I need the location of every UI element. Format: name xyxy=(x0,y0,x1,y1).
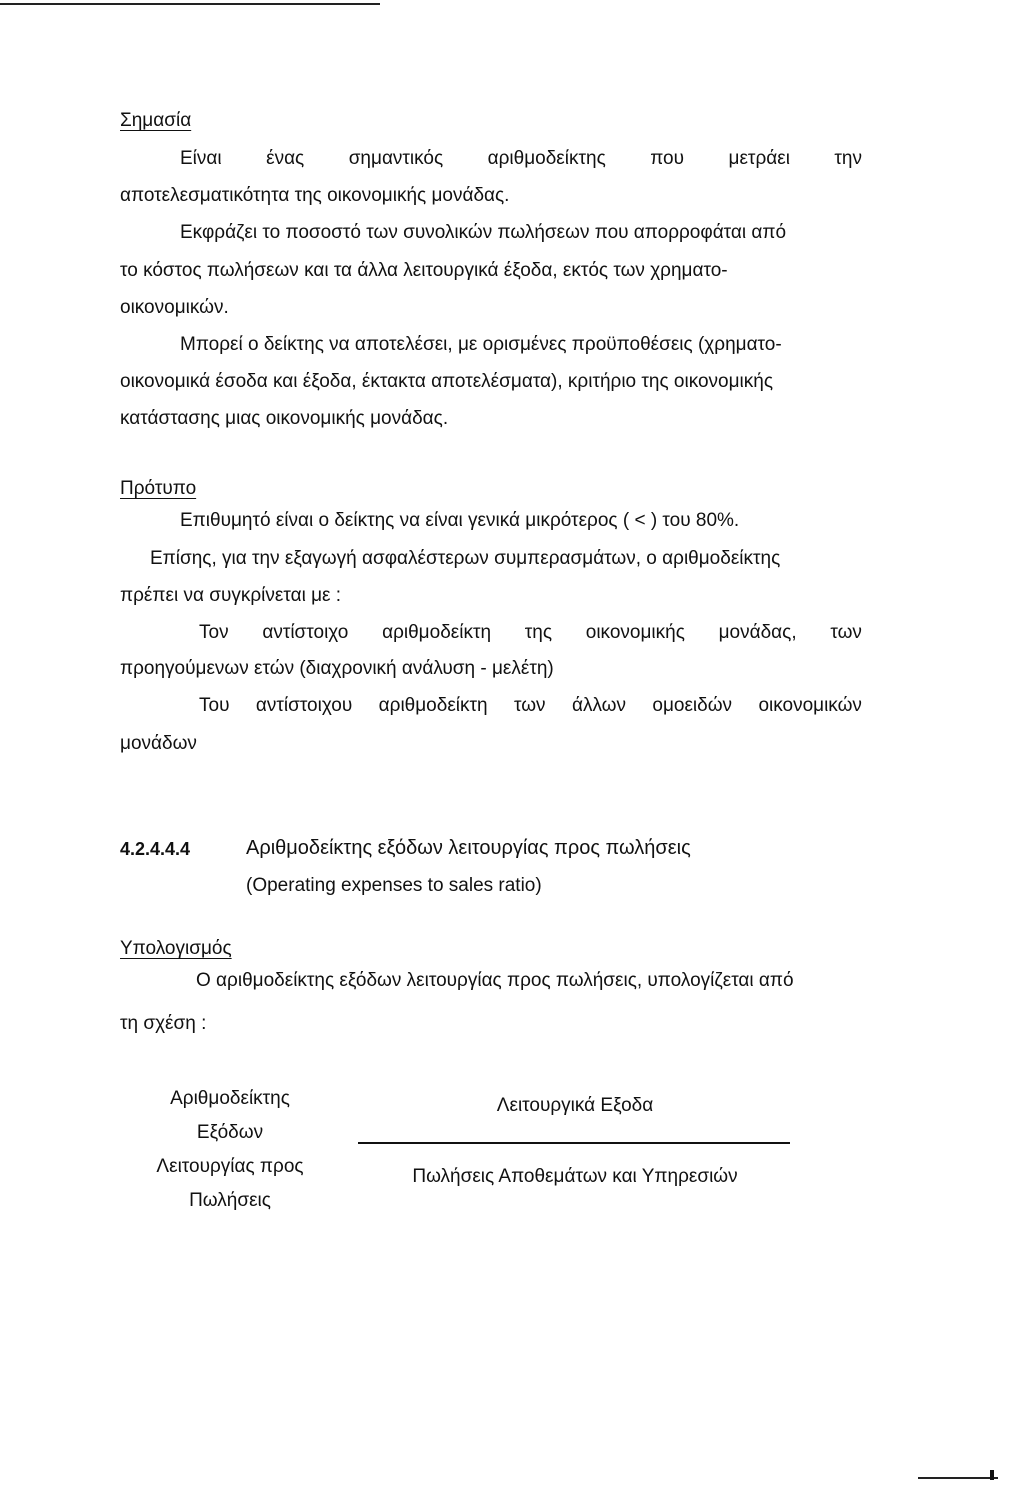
significance-p1-line2: αποτελεσματικότητα της οικονομικής μονάδας. xyxy=(120,185,510,206)
word: αριθμοδείκτη xyxy=(378,695,488,716)
word: αριθμοδείκτης xyxy=(487,148,606,169)
word: την xyxy=(834,148,862,169)
word: μονάδας, xyxy=(718,622,797,643)
formula-fraction-bar xyxy=(358,1142,790,1144)
calculation-line2: τη σχέση : xyxy=(120,1013,207,1034)
formula-ratio-line: Εξόδων xyxy=(196,1122,264,1143)
word: Είναι xyxy=(180,148,222,169)
formula-ratio-line: Λειτουργίας προς xyxy=(156,1156,304,1177)
significance-p3-line2: οικονομικά έσοδα και έξοδα, έκτακτα αποτελέσματα), κριτήριο της οικονομικής xyxy=(120,371,773,392)
word: μετράει xyxy=(728,148,790,169)
word: ένας xyxy=(266,148,305,169)
formula-denominator: Πωλήσεις Αποθεμάτων και Υπηρεσιών xyxy=(412,1166,738,1187)
calculation-heading: Υπολογισμός xyxy=(120,938,232,959)
word: αριθμοδείκτη xyxy=(382,622,492,643)
significance-p2-line3: οικονομικών. xyxy=(120,297,229,318)
word: αντίστοιχου xyxy=(255,695,353,716)
formula-ratio-name xyxy=(130,1082,330,1218)
formula-numerator: Λειτουργικά Εξοδα xyxy=(496,1095,654,1116)
calculation-line1: Ο αριθμοδείκτης εξόδων λειτουργίας προς πωλήσεις, υπολογίζεται από xyxy=(196,970,794,991)
word: σημαντικός xyxy=(348,148,444,169)
standard-line1: Επιθυμητό είναι ο δείκτης να είναι γενικά μικρότερος ( < ) του 80%. xyxy=(180,510,740,531)
standard-item2-line2: μονάδων xyxy=(120,733,197,754)
word: της xyxy=(524,622,553,643)
standard-line2: Επίσης, για την εξαγωγή ασφαλέστερων συμπερασμάτων, ο αριθμοδείκτης xyxy=(150,548,781,569)
word: αντίστοιχο xyxy=(262,622,349,643)
word: άλλων xyxy=(571,695,626,716)
word: που xyxy=(650,148,685,169)
standard-heading: Πρότυπο xyxy=(120,478,197,499)
word: Τον xyxy=(199,622,229,643)
significance-heading: Σημασία xyxy=(120,110,192,131)
formula-ratio-line: Αριθμοδείκτης xyxy=(170,1088,290,1109)
word: των xyxy=(830,622,862,643)
standard-item1-line2: προηγούμενων ετών (διαχρονική ανάλυση - μελέτη) xyxy=(120,658,554,679)
significance-p1-line1 xyxy=(180,148,862,170)
word: οικονομικής xyxy=(585,622,685,643)
bottom-rule xyxy=(918,1477,998,1479)
bottom-rule-end xyxy=(990,1470,994,1480)
section-title: Αριθμοδείκτης εξόδων λειτουργίας προς πωλήσεις xyxy=(246,837,691,859)
top-rule xyxy=(0,3,380,5)
section-subtitle: (Operating expenses to sales ratio) xyxy=(246,875,542,896)
standard-item1-line1 xyxy=(199,622,862,644)
section-number: 4.2.4.4.4 xyxy=(120,839,191,859)
standard-item2-line1 xyxy=(199,695,862,717)
word: Του xyxy=(199,695,230,716)
formula-ratio-line: Πωλήσεις xyxy=(189,1190,271,1211)
significance-p3-line1: Μπορεί ο δείκτης να αποτελέσει, με ορισμένες προϋποθέσεις (χρηματο- xyxy=(180,334,782,355)
word: των xyxy=(513,695,546,716)
standard-line3: πρέπει να συγκρίνεται με : xyxy=(120,585,342,606)
significance-p2-line1: Εκφράζει το ποσοστό των συνολικών πωλήσεων που απορροφάται από xyxy=(180,222,787,243)
significance-p2-line2: το κόστος πωλήσεων και τα άλλα λειτουργικά έξοδα, εκτός των χρηματο- xyxy=(120,260,728,281)
word: οικονομικών xyxy=(758,695,862,716)
significance-p3-line3: κατάστασης μιας οικονομικής μονάδας. xyxy=(120,408,449,429)
word: ομοειδών xyxy=(652,695,733,716)
